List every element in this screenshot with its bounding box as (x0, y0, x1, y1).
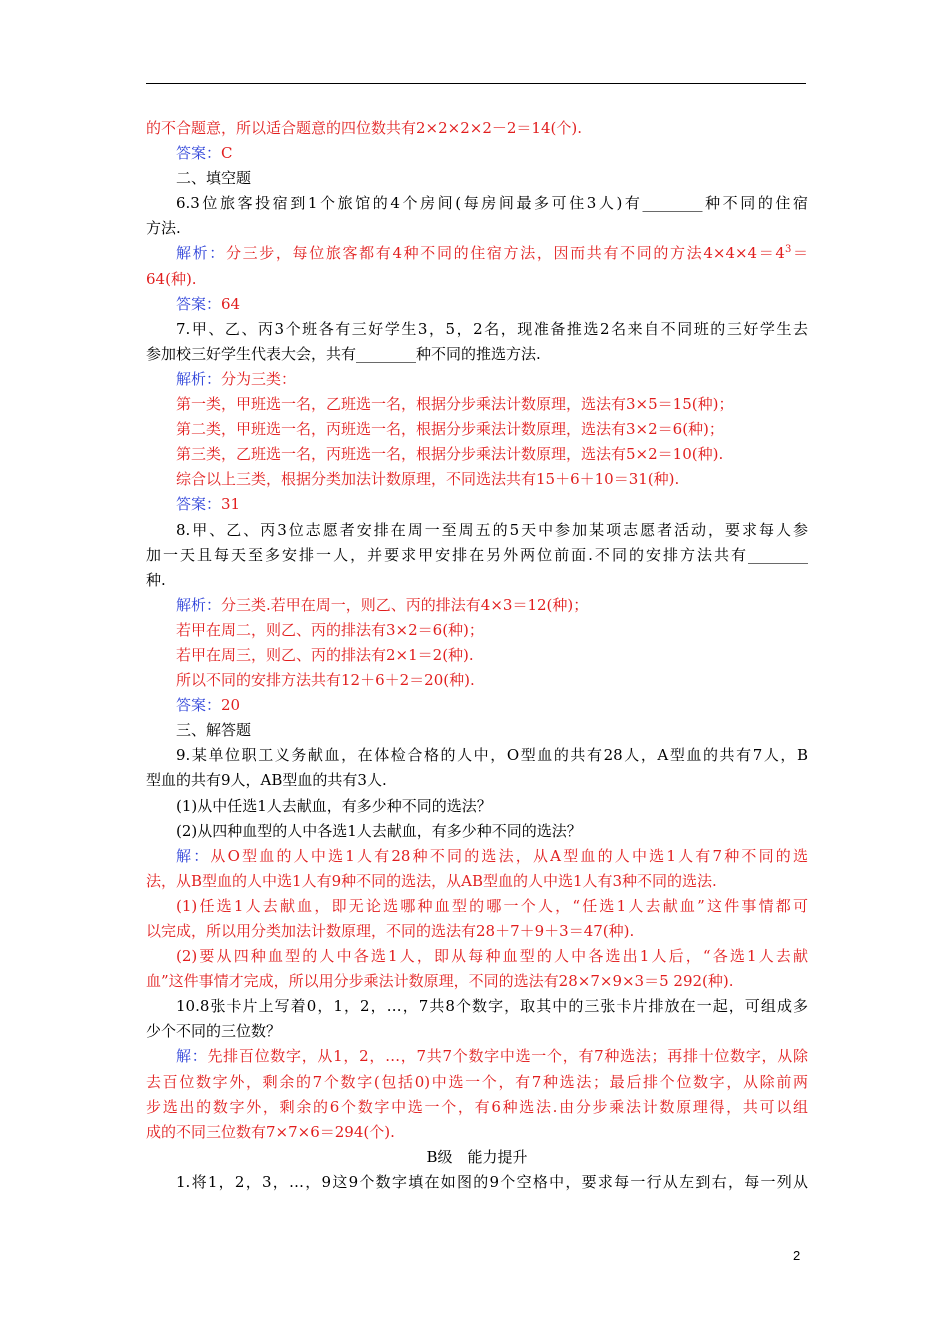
text-line (146, 643, 808, 668)
question-text: 三、解答题 (176, 721, 252, 740)
question-text: 10.8张卡片上写着0，1，2，…，7共8个数字，取其中的三张卡片排放在一起，可组成多 (176, 997, 808, 1016)
text-line (146, 593, 808, 618)
solution-text: 的不合题意，所以适合题意的四位数共有2×2×2×2－2＝14(个). (146, 119, 582, 137)
solution-text: 综合以上三类，根据分类加法计数原理，不同选法共有15＋6＋10＝31(种). (176, 470, 680, 489)
solution-text: 第一类，甲班选一名，乙班选一名，根据分步乘法计数原理，选法有3×5＝15(种)； (176, 395, 734, 414)
text-line (146, 417, 808, 442)
solution-text: 第二类，甲班选一名，丙班选一名，根据分步乘法计数原理，选法有3×2＝6(种)； (176, 420, 724, 439)
solution-text: 步选出的数字外，剩余的6个数字中选一个，有6种选法.由分步乘法计数原理得，共可以组 (146, 1097, 808, 1116)
question-text: 7.甲、乙、丙3个班各有三好学生3，5，2名，现准备推选2名来自不同班的三好学生去 (176, 319, 808, 338)
text-line (146, 467, 808, 492)
question-text: (1)从中任选1人去献血，有多少种不同的选法？ (176, 796, 492, 815)
solution-text: 从O型血的人中选1人有28种不同的选法，从A型血的人中选1人有7种不同的选 (210, 846, 808, 865)
text-line (146, 216, 808, 241)
answer-label: 解析： (176, 244, 226, 263)
solution-text: 20 (221, 696, 241, 715)
text-line (146, 693, 808, 718)
text-line (146, 392, 808, 417)
solution-text: (2)要从四种血型的人中各选1人，即从每种血型的人中各选出1人后，“各选1人去献 (176, 947, 808, 966)
answer-label: 答案： (176, 144, 222, 163)
text-line (146, 994, 808, 1019)
answer-label: 解： (176, 846, 211, 865)
document-body (146, 116, 808, 1195)
solution-text: 血”这件事情才完成，所以用分步乘法计数原理，不同的选法有28×7×9×3＝5 292(种). (146, 972, 734, 991)
text-line (146, 492, 808, 517)
text-line (146, 718, 808, 743)
text-line (146, 794, 808, 819)
text-line (146, 919, 808, 944)
text-line (146, 367, 808, 392)
question-text: 方法. (146, 219, 181, 238)
solution-text: 分为三类： (221, 369, 297, 388)
text-line (146, 768, 808, 793)
solution-text: 先排百位数字，从1，2，…，7共7个数字中选一个，有7种选法；再排十位数字，从除 (207, 1047, 808, 1066)
text-line (146, 668, 808, 693)
text-line (146, 166, 808, 191)
answer-label: 答案： (176, 495, 222, 514)
text-line (146, 568, 808, 593)
question-text: (2)从四种血型的人中各选1人去献血，有多少种不同的选法？ (176, 821, 582, 840)
solution-text: 64(种). (146, 269, 197, 288)
text-line (146, 241, 808, 266)
question-text: 8.甲、乙、丙3位志愿者安排在周一至周五的5天中参加某项志愿者活动，要求每人参 (176, 520, 808, 539)
header-rule (146, 83, 806, 84)
question-text: 1.将1，2，3，…，9这9个数字填在如图的9个空格中，要求每一行从左到右，每一列从 (176, 1172, 808, 1191)
text-line (146, 543, 808, 568)
solution-text: 31 (221, 495, 241, 514)
text-line (146, 267, 808, 292)
text-line (146, 743, 808, 768)
solution-text: 所以不同的安排方法共有12＋6＋2＝20(种). (176, 671, 475, 690)
text-line (146, 1145, 808, 1170)
solution-text: 以完成，所以用分类加法计数原理，不同的选法有28＋7＋9＋3＝47(种). (146, 922, 635, 940)
text-line (146, 141, 808, 166)
text-line (146, 1070, 808, 1095)
text-line (146, 342, 808, 367)
question-text: 9.某单位职工义务献血，在体检合格的人中，O型血的共有28人，A型血的共有7人，B (176, 746, 808, 765)
question-text: 种. (146, 570, 166, 589)
solution-text: 64 (221, 294, 241, 313)
solution-text: 分三类.若甲在周一，则乙、丙的排法有4×3＝12(种)； (221, 595, 589, 614)
question-text: 6.3位旅客投宿到1个旅馆的4个房间(每房间最多可住3人)有________种不同的住宿 (176, 194, 808, 213)
solution-text: 分三步，每位旅客都有4种不同的住宿方法，因而共有不同的方法4×4×4＝4 (225, 244, 785, 263)
text-line (146, 442, 808, 467)
question-text: 二、填空题 (176, 169, 252, 188)
solution-text: C (221, 144, 233, 163)
answer-label: 解析： (176, 369, 222, 388)
question-text: 加一天且每天至多安排一人，并要求甲安排在另外两位前面.不同的安排方法共有________ (146, 545, 808, 564)
question-text: 参加校三好学生代表大会，共有________种不同的推选方法. (146, 344, 541, 363)
text-line (146, 944, 808, 969)
text-line (146, 969, 808, 994)
text-line (146, 191, 808, 216)
text-line (146, 819, 808, 844)
text-line (146, 317, 808, 342)
question-text: 型血的共有9人，AB型血的共有3人. (146, 771, 387, 790)
answer-label: 答案： (176, 294, 222, 313)
question-text: 少个不同的三位数？ (146, 1022, 282, 1041)
page-number: 2 (793, 1248, 801, 1263)
answer-label: 解： (176, 1047, 208, 1066)
answer-label: 解析： (176, 595, 222, 614)
text-line (146, 844, 808, 869)
solution-text: 若甲在周三，则乙、丙的排法有2×1＝2(种). (176, 645, 474, 664)
text-line (146, 869, 808, 894)
solution-text: 若甲在周二，则乙、丙的排法有3×2＝6(种)； (176, 620, 484, 639)
text-line (146, 1170, 808, 1195)
solution-text: (1)任选1人去献血，即无论选哪种血型的哪一个人，“任选1人去献血”这件事情都可 (176, 896, 808, 915)
answer-label: 答案： (176, 696, 222, 715)
text-line (146, 618, 808, 643)
solution-text: 去百位数字外，剩余的7个数字(包括0)中选一个，有7种选法；最后排个位数字，从除前两 (146, 1072, 808, 1091)
solution-text: 成的不同三位数有7×7×6＝294(个). (146, 1122, 395, 1141)
solution-text: 第三类，乙班选一名，丙班选一名，根据分步乘法计数原理，选法有5×2＝10(种). (176, 445, 724, 464)
text-line (146, 1019, 808, 1044)
text-line (146, 292, 808, 317)
text-line (146, 518, 808, 543)
text-line (146, 1044, 808, 1069)
solution-text: ＝ (791, 244, 808, 263)
solution-text: 3 (784, 244, 792, 256)
solution-text: 法，从B型血的人中选1人有9种不同的选法，从AB型血的人中选1人有3种不同的选法. (146, 871, 717, 890)
text-line (146, 1095, 808, 1120)
text-line (146, 894, 808, 919)
question-text: B级 能力提升 (426, 1147, 528, 1166)
text-line (146, 1120, 808, 1145)
text-line (146, 116, 808, 141)
